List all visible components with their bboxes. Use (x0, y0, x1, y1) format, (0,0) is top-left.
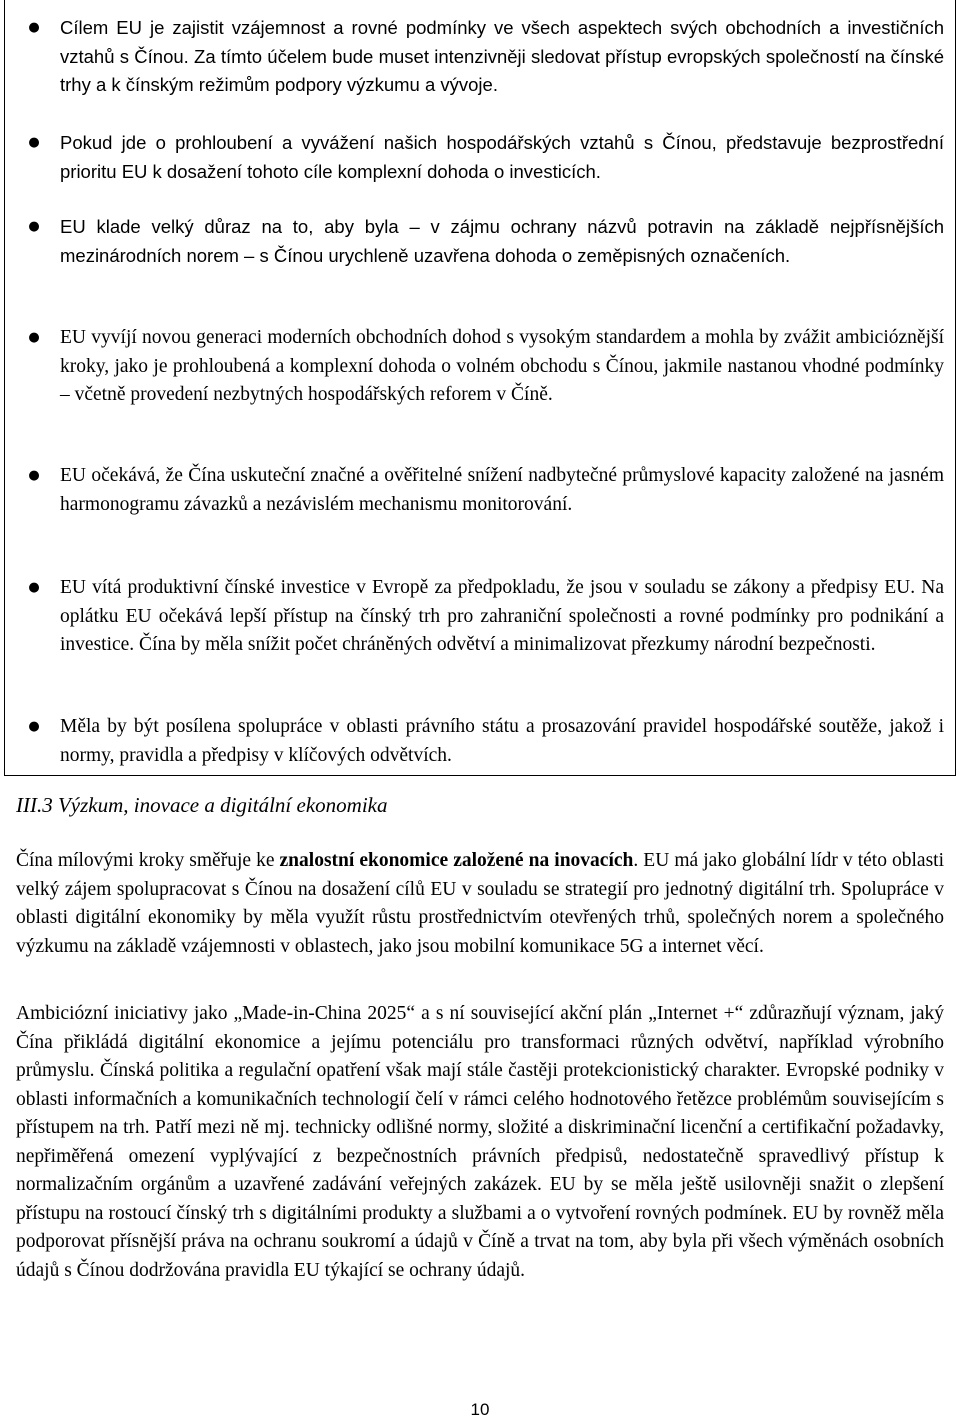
bullet-item-3 (28, 213, 944, 270)
bullet-icon: ● (28, 330, 40, 345)
bullet-item-4 (28, 324, 944, 410)
bullet-item-2 (28, 129, 944, 186)
bullet-icon: ● (28, 580, 40, 595)
paragraph-2: Ambiciózní iniciativy jako „Made-in-China 2025“ a s ní související akční plán „Internet +“ zdůrazňují význam, jaký Čína přikládá digitální ekonomice a jejímu potenciálu pro transformaci různých odvětví, například výrobního průmyslu. Čínská politika a regulační opatření však mají stále častěji protekcionistický charakter. Evropské podniky v oblasti informačních a komunikačních technologií čelí v rámci celého hodnotového řetězce problémům souvisejícím s přístupem na trh. Patří mezi ně mj. technicky odlišné normy, složité a diskriminační licenční a certifikační požadavky, nepřiměřená omezení vyplývající z bezpečnostních právních předpisů, nedostatečně spravedlivý přístup k normalizačním orgánům a uzavřené zadávání veřejných zakázek. EU by se měla ještě usilovněji snažit o zlepšení přístupu na rostoucí čínský trh s digitálními produkty a službami a o vytvoření rovných podmínek. EU by rovněž měla podporovat přísnější práva na ochranu soukromí a údajů v Číně a trvat na tom, aby byla při všech výměnách osobních údajů s Čínou dodržována pravidla EU týkající se ochrany údajů. (16, 1003, 944, 1281)
bullet-icon: ● (28, 135, 40, 150)
bullet-text: EU klade velký důraz na to, aby byla – v zájmu ochrany názvů potravin na základě nejpřísnějších mezinárodních norem – s Čínou urychleně uzavřena dohoda o zeměpisných označeních. (60, 216, 944, 266)
bullet-text: EU vítá produktivní čínské investice v Evropě za předpokladu, že jsou v souladu se zákony a předpisy EU. Na oplátku EU očekává lepší přístup na čínský trh pro zahraniční společnosti a rovné podmínky pro podnikání a investice. Čína by měla snížit počet chráněných odvětví a minimalizovat přezkumy národní bezpečnosti. (60, 577, 944, 655)
page-number: 10 (470, 1400, 490, 1419)
bullet-item-7 (28, 713, 944, 770)
bullet-item-5 (28, 462, 944, 519)
bullet-icon: ● (28, 219, 40, 234)
bullet-item-6 (28, 574, 944, 660)
bullet-item-1 (28, 14, 944, 100)
bullet-text: Měla by být posílena spolupráce v oblasti právního státu a prosazování pravidel hospodářské soutěže, jakož i normy, pravidla a předpisy v klíčových odvětvích. (60, 716, 944, 766)
bullet-icon: ● (28, 20, 40, 35)
section-heading: III.3 Výzkum, inovace a digitální ekonomika (16, 793, 388, 817)
paragraph-1-lead: Čína mílovými kroky směřuje ke (16, 850, 280, 871)
bullet-text: EU očekává, že Čína uskuteční značné a ověřitelné snížení nadbytečné průmyslové kapacity založené na jasném harmonogramu závazků a nezávislém mechanismu monitorování. (60, 465, 944, 515)
paragraph-1-rest: . EU má jako globální lídr v této oblasti velký zájem spolupracovat s Čínou na dosažení cílů EU v souladu se strategií pro jednotný digitální trh. Spolupráce v oblasti digitální ekonomiky by měla využít růstu prostřednictvím otevřených trhů, společných norem a společného výzkumu na základě vzájemnosti v oblastech, jako jsou mobilní komunikace 5G a internet věcí. (16, 850, 944, 957)
bullet-icon: ● (28, 719, 40, 734)
paragraph-1 (16, 847, 944, 961)
bullet-text: Pokud jde o prohloubení a vyvážení našich hospodářských vztahů s Čínou, představuje bezprostřední prioritu EU k dosažení tohoto cíle komplexní dohoda o investicích. (60, 132, 944, 182)
bullet-icon: ● (28, 468, 40, 483)
bullet-text: Cílem EU je zajistit vzájemnost a rovné podmínky ve všech aspektech svých obchodních a investičních vztahů s Čínou. Za tímto účelem bude muset intenzivněji sledovat přístup evropských společností na čínské trhy a k čínským režimům podpory výzkumu a vývoje. (60, 17, 944, 95)
paragraph-1-bold: znalostní ekonomice založené na inovacích (279, 850, 634, 871)
bullet-text: EU vyvíjí novou generaci moderních obchodních dohod s vysokým standardem a mohla by zvážit ambicióznější kroky, jako je prohloubená a komplexní dohoda o volném obchodu s Čínou, jakmile nastanou vhodné podmínky – včetně provedení nezbytných hospodářských reforem v Číně. (60, 327, 944, 405)
